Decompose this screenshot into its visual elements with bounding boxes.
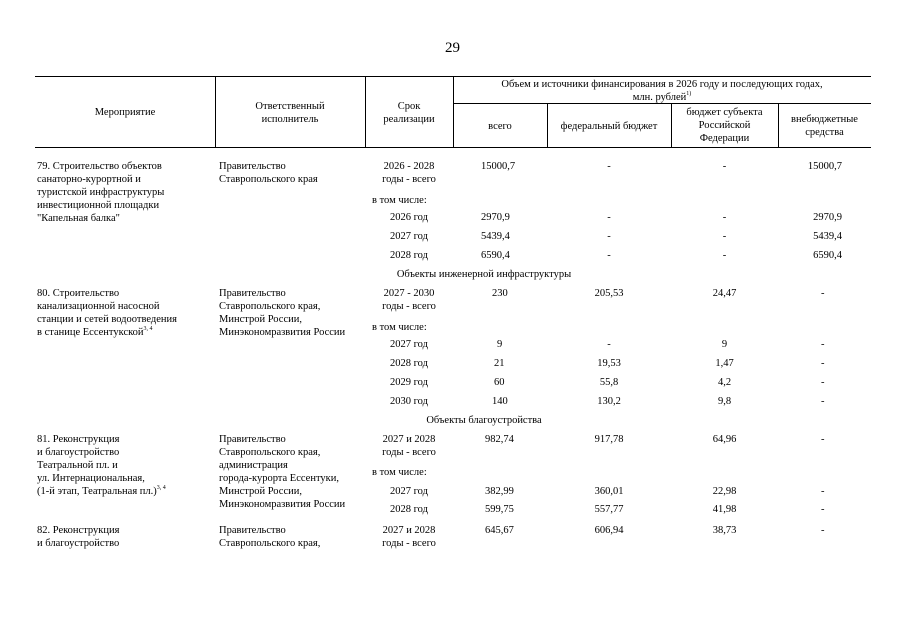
row-79-year-offbudget: 6590,4 <box>813 250 842 261</box>
row-80-responsible: Правительство Ставропольского края, Минстрой России, Минэкономразвития России <box>219 288 346 338</box>
row-80-year-offbudget: - <box>821 358 825 369</box>
header-bottom-rule <box>35 147 871 148</box>
row-79-year-federal: - <box>607 250 611 261</box>
header-federal: федеральный бюджет <box>560 121 658 132</box>
row-81-offbudget: - <box>821 434 825 445</box>
row-80-regional: 24,47 <box>712 288 737 299</box>
header-offbudget: внебюджетные средства <box>791 114 858 138</box>
row-79-year-total: 2970,9 <box>481 212 510 223</box>
row-80-year: 2029 год <box>390 377 428 388</box>
row-81-year: 2027 год <box>390 486 428 497</box>
row-81-year: 2028 год <box>390 504 428 515</box>
row-79-year-federal: - <box>607 212 611 223</box>
row-80-year-total: 140 <box>492 396 508 407</box>
row-79-responsible: Правительство Ставропольского края <box>219 161 318 185</box>
row-80-total: 230 <box>492 288 508 299</box>
row-79-period: 2026 - 2028 годы - всего <box>382 161 436 185</box>
header-regional: бюджет субъекта Российской Федерации <box>686 107 763 144</box>
row-82-period: 2027 и 2028 годы - всего <box>382 525 436 549</box>
row-80-title: 80. Строительство канализационной насосной станции и сетей водоотведения в станице Ессентукской$^{3, 4}$ <box>37 288 177 338</box>
row-79-total: 15000,7 <box>481 161 516 172</box>
row-81-year-regional: 22,98 <box>712 486 737 497</box>
header-total: всего <box>488 121 512 132</box>
row-82-total: 645,67 <box>485 525 514 536</box>
row-80-year-total: 21 <box>494 358 505 369</box>
row-79-federal: - <box>607 161 611 172</box>
row-80-incl: в том числе: <box>372 322 427 333</box>
row-80-year-federal: 130,2 <box>597 396 621 407</box>
row-82-regional: 38,73 <box>712 525 737 536</box>
row-80-year-federal: 19,53 <box>597 358 621 369</box>
row-80-year-regional: 1,47 <box>715 358 734 369</box>
row-79-year-total: 6590,4 <box>481 250 510 261</box>
row-81-year-total: 599,75 <box>485 504 514 515</box>
row-81-total: 982,74 <box>485 434 514 445</box>
row-81-federal: 917,78 <box>594 434 624 445</box>
row-82-title: 82. Реконструкция и благоустройство <box>37 525 120 549</box>
row-79-regional: - <box>722 161 727 172</box>
row-79-year: 2028 год <box>390 250 428 261</box>
row-81-title: 81. Реконструкция и благоустройство Театральной пл. и ул. Интернациональная, (1-й этап, Театральная пл.)$^{3, 4}$ <box>37 434 166 497</box>
row-81-year-regional: 41,98 <box>712 504 737 515</box>
row-80-year-total: 60 <box>494 377 505 388</box>
section-heading-landscaping: Объекты благоустройства <box>426 415 542 426</box>
row-79-title: 79. Строительство объектов санаторно-курортной и туристской инфраструктуры инвестиционной площадки "Капельная балка" <box>37 161 165 224</box>
row-80-year-regional: 4,2 <box>717 377 732 388</box>
row-79-incl: в том числе: <box>372 195 427 206</box>
row-79-year: 2027 год <box>390 231 428 242</box>
row-81-incl: в том числе: <box>372 467 427 478</box>
row-81-year-total: 382,99 <box>485 486 514 497</box>
row-81-year-federal: 557,77 <box>594 504 624 515</box>
row-79-year-total: 5439,4 <box>481 231 510 242</box>
row-80-offbudget: - <box>821 288 825 299</box>
row-79-year-regional: - <box>722 250 727 261</box>
row-79-year-federal: - <box>607 231 611 242</box>
row-81-year-offbudget: - <box>821 504 825 515</box>
section-heading-engineering: Объекты инженерной инфраструктуры <box>396 269 572 280</box>
row-81-regional: 64,96 <box>712 434 737 445</box>
row-79-year-regional: - <box>722 231 727 242</box>
row-80-federal: 205,53 <box>594 288 624 299</box>
row-79-offbudget: 15000,7 <box>807 161 842 172</box>
row-81-year-offbudget: - <box>821 486 825 497</box>
row-81-year-federal: 360,01 <box>594 486 624 497</box>
row-80-period: 2027 - 2030 годы - всего <box>382 288 436 312</box>
row-80-year: 2030 год <box>390 396 428 407</box>
header-responsible: Ответственный исполнитель <box>255 101 325 125</box>
row-80-year-total: 9 <box>497 339 503 350</box>
header-period: Срок реализации <box>383 101 435 125</box>
row-80-year-offbudget: - <box>821 377 825 388</box>
row-79-year-regional: - <box>722 212 727 223</box>
row-80-year: 2027 год <box>390 339 428 350</box>
page-number: 29 <box>445 40 460 56</box>
row-81-period: 2027 и 2028 годы - всего <box>382 434 436 458</box>
header-event: Мероприятие <box>94 107 156 118</box>
row-82-responsible: Правительство Ставропольского края, <box>219 525 321 549</box>
row-80-year-offbudget: - <box>821 396 825 407</box>
row-80-year-regional: 9 <box>721 339 728 350</box>
row-80-year-regional: 9,8 <box>717 396 732 407</box>
row-79-year-offbudget: 2970,9 <box>813 212 842 223</box>
row-81-responsible: Правительство Ставропольского края, администрация города-курорта Ессентуки, Минстрой России, Минэкономразвития России <box>219 434 346 510</box>
row-80-year-federal: 55,8 <box>599 377 619 388</box>
row-80-year-federal: - <box>607 339 611 350</box>
row-79-year-offbudget: 5439,4 <box>813 231 842 242</box>
row-82-offbudget: - <box>821 525 825 536</box>
row-80-year-offbudget: - <box>821 339 825 350</box>
row-79-year: 2026 год <box>390 212 428 223</box>
row-80-year: 2028 год <box>390 358 428 369</box>
header-funding-group: Объем и источники финансирования в 2026 году и последующих годах, млн. рублей$^{1)}$ <box>501 79 823 103</box>
row-82-federal: 606,94 <box>594 525 624 536</box>
